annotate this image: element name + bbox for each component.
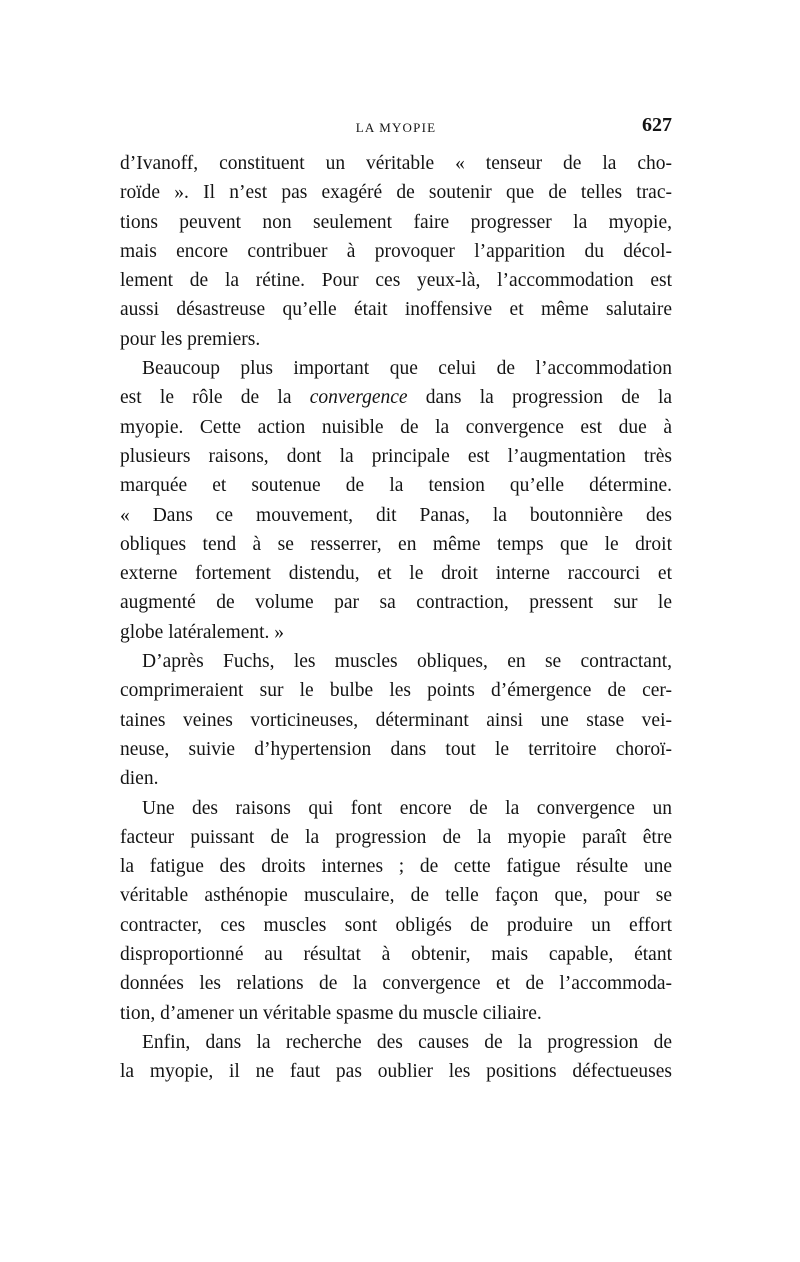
text-line: la myopie, il ne faut pas oublier les positions défectueuses: [120, 1061, 672, 1083]
text-line: facteur puissant de la progression de la myopie paraît être: [120, 826, 672, 848]
text-line: dien.: [120, 768, 159, 790]
text-line: roïde ». Il n’est pas exagéré de soutenir que de telles trac-: [120, 182, 672, 204]
text-line: myopie. Cette action nuisible de la convergence est due à: [120, 416, 672, 438]
text-line: lement de la rétine. Pour ces yeux-là, l’accommodation est: [120, 270, 672, 292]
text-line: d’Ivanoff, constituent un véritable « tenseur de la cho-: [120, 153, 672, 174]
text-line: taines veines vorticineuses, déterminant ainsi une stase vei-: [120, 709, 672, 731]
text-line-with-emphasis: [120, 383, 672, 412]
text-line: neuse, suivie d’hypertension dans tout le territoire choroï-: [120, 738, 672, 760]
text-line: comprimeraient sur le bulbe les points d’émergence de cer-: [120, 680, 672, 702]
text-line: disproportionné au résultat à obtenir, mais capable, étant: [120, 944, 672, 966]
text-line: obliques tend à se resserrer, en même temps que le droit: [120, 533, 672, 555]
text-line: Une des raisons qui font encore de la convergence un: [142, 797, 672, 819]
text-line: tion, d’amener un véritable spasme du muscle ciliaire.: [120, 1002, 542, 1024]
text-line: pour les premiers.: [120, 328, 261, 350]
text-line: augmenté de volume par sa contraction, pressent sur le: [120, 592, 672, 614]
text-line: externe fortement distendu, et le droit interne raccourci et: [120, 563, 672, 585]
text-fragment: est le rôle de la: [120, 387, 292, 409]
running-title: LA MYOPIE: [355, 120, 437, 135]
text-line: « Dans ce mouvement, dit Panas, la boutonnière des: [120, 504, 672, 526]
text-line: données les relations de la convergence et de l’accommoda-: [120, 973, 672, 995]
text-line: la fatigue des droits internes ; de cette fatigue résulte une: [120, 856, 672, 878]
body-text: [120, 149, 672, 1087]
text-line: Beaucoup plus important que celui de l’accommodation: [142, 358, 672, 380]
text-line: véritable asthénopie musculaire, de telle façon que, pour se: [120, 885, 672, 907]
text-line: globe latéralement. »: [120, 621, 285, 643]
emphasis-convergence: convergence: [309, 387, 408, 409]
text-line: D’après Fuchs, les muscles obliques, en se contractant,: [142, 651, 672, 673]
text-line: plusieurs raisons, dont la principale est l’augmentation très: [120, 445, 672, 467]
text-line: Enfin, dans la recherche des causes de la progression de: [142, 1031, 672, 1053]
text-line: marquée et soutenue de la tension qu’elle détermine.: [120, 475, 672, 497]
text-line: tions peuvent non seulement faire progresser la myopie,: [120, 211, 672, 233]
running-head: [120, 114, 672, 138]
text-line: mais encore contribuer à provoquer l’apparition du décol-: [120, 240, 672, 262]
text-line: contracter, ces muscles sont obligés de produire un effort: [120, 914, 672, 936]
text-fragment: dans la progression de la: [425, 387, 673, 409]
page-number: 627: [642, 114, 672, 136]
text-line: aussi désastreuse qu’elle était inoffensive et même salutaire: [120, 299, 672, 321]
